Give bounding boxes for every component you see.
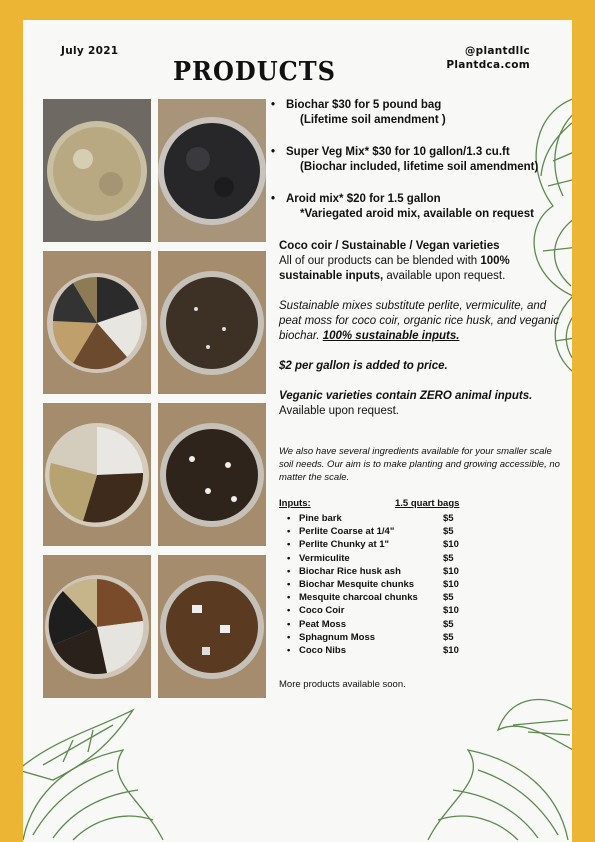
ingredient-name: Mesquite charcoal chunks bbox=[299, 592, 418, 604]
coco-section bbox=[271, 239, 561, 690]
ingredient-price: $5 bbox=[443, 631, 454, 643]
ingredient-name: Perlite Chunky at 1" bbox=[299, 539, 390, 551]
list-item: • Mesquite charcoal chunks $5 bbox=[287, 592, 454, 604]
ingredient-name: Biochar Rice husk ash bbox=[299, 565, 401, 577]
ingredient-name: Coco Coir bbox=[299, 605, 345, 617]
list-item: • Coco Nibs $10 bbox=[287, 645, 459, 657]
content-column bbox=[271, 98, 561, 690]
ingredient-name: Sphagnum Moss bbox=[299, 631, 376, 643]
ingredient-price: $5 bbox=[443, 526, 454, 538]
coco-title: Coco coir / Sustainable / Vegan varieties bbox=[279, 240, 500, 252]
photo-rice-husk bbox=[43, 99, 151, 242]
photo-super-veg-mix bbox=[158, 251, 266, 394]
ingredient-price: $10 bbox=[443, 565, 459, 577]
ingredient-name: Perlite Coarse at 1/4" bbox=[299, 526, 395, 538]
product-biochar: • Biochar $30 for 5 pound bag (Lifetime soil amendment ) bbox=[271, 98, 561, 128]
ingredient-list bbox=[279, 512, 561, 657]
date-label: July 2021 bbox=[61, 45, 119, 57]
ingredient-name: Biochar Mesquite chunks bbox=[299, 579, 415, 591]
ingredient-price: $5 bbox=[443, 592, 454, 604]
product-list bbox=[271, 98, 561, 222]
photo-inputs-wheel bbox=[43, 555, 151, 698]
ingredient-price: $10 bbox=[443, 645, 459, 657]
product-aroid-mix: • Aroid mix* $20 for 1.5 gallon *Variegated aroid mix, available on request bbox=[271, 192, 561, 222]
ingredients-intro: We also have several ingredients available for your smaller scale soil needs. Our aim is to make planting and growing accessible, no matter the scale. bbox=[279, 446, 560, 483]
ingredient-price: $5 bbox=[443, 513, 454, 524]
social-handle: @plantdllc bbox=[464, 45, 530, 57]
ingredient-name: Vermiculite bbox=[299, 552, 350, 564]
website-link[interactable]: Plantdca.com bbox=[446, 59, 530, 71]
list-item: • Sphagnum Moss $5 bbox=[287, 631, 454, 643]
ingredient-name: Peat Moss bbox=[299, 618, 346, 630]
list-item: • Vermiculite $5 bbox=[287, 552, 454, 564]
ingredient-price: $10 bbox=[443, 605, 459, 617]
photo-chunky-mix bbox=[158, 555, 266, 698]
flyer-page bbox=[23, 20, 572, 842]
inputs-table-header: Inputs: 1.5 quart bags bbox=[279, 498, 460, 509]
veganic-availability: Available upon request. bbox=[279, 405, 399, 417]
ingredient-price: $10 bbox=[443, 579, 459, 591]
monstera-leaf-icon bbox=[418, 670, 572, 842]
page-title: PRODUCTS bbox=[173, 54, 336, 87]
ingredient-price: $10 bbox=[443, 539, 459, 551]
list-item: • Coco Coir $10 bbox=[287, 605, 459, 617]
footer-note: More products available soon. bbox=[279, 679, 406, 691]
price-note: $2 per gallon is added to price. bbox=[279, 360, 448, 372]
ingredient-name: Coco Nibs bbox=[299, 645, 346, 657]
ingredient-name: Pine bark bbox=[299, 513, 342, 524]
photo-biochar bbox=[158, 99, 266, 242]
ingredient-price: $5 bbox=[443, 618, 454, 630]
photo-ingredient-wheel bbox=[43, 251, 151, 394]
list-item: • Biochar Mesquite chunks $10 bbox=[287, 579, 459, 591]
blend-note: All of our products can be blended with 100% sustainable inputs, available upon request. bbox=[279, 255, 510, 282]
list-item: • Peat Moss $5 bbox=[287, 618, 454, 630]
ingredient-price: $5 bbox=[443, 552, 454, 564]
list-item: • Perlite Coarse at 1/4" $5 bbox=[287, 526, 454, 538]
photo-ingredient-mix bbox=[43, 403, 151, 546]
veganic-title: Veganic varieties contain ZERO animal inputs. bbox=[279, 390, 533, 402]
list-item: • Pine bark $5 bbox=[287, 513, 454, 524]
product-super-veg-mix: • Super Veg Mix* $30 for 10 gallon/1.3 cu.ft (Biochar included, lifetime soil amendment) bbox=[271, 145, 561, 175]
contact-block bbox=[446, 44, 530, 72]
sustainable-note: Sustainable mixes substitute perlite, vermiculite, and peat moss for coco coir, organic rice husk, and veganic biochar. 100% sustainable inputs. bbox=[279, 300, 559, 342]
photo-aroid-mix bbox=[158, 403, 266, 546]
list-item: • Biochar Rice husk ash $10 bbox=[287, 565, 459, 577]
list-item: • Perlite Chunky at 1" $10 bbox=[287, 539, 459, 551]
